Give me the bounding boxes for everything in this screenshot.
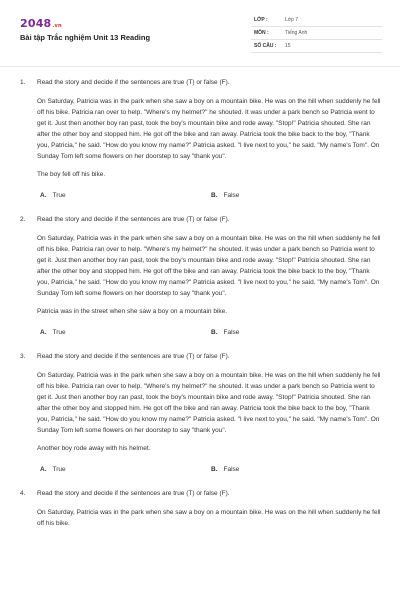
question-item	[0, 215, 400, 338]
question-instruction: Read the story and decide if the sentences are true (T) or false (F).	[37, 216, 230, 223]
header-divider	[0, 66, 400, 67]
question-instruction: Read the story and decide if the sentences are true (T) or false (F).	[37, 490, 230, 497]
answer-option-b[interactable]	[211, 465, 239, 475]
meta-row-class	[251, 14, 382, 27]
reading-passage: On Saturday, Patricia was in the park when she saw a boy on a mountain bike. He was on the hill when suddenly he fell off his bike.	[37, 509, 381, 527]
meta-value: 15	[285, 43, 291, 49]
option-text: True	[52, 466, 66, 473]
reading-passage: On Saturday, Patricia was in the park when she saw a boy on a mountain bike. He was on the hill when suddenly he fell off his bike. Patricia ran over to help. "Where's my helmet?" he shouted. It was under a park bench so Patricia went to get it. Just then another boy ran past, took the boy's mountain bike and rode away. "Stop!" Patricia shouted. She ran after the other boy and stopped him. He got off the bike and ran away. Patricia took the bike back to the boy, "Thank you, Patricia," he said. "How do you know my name?" Patricia asked. "I live next to you," he said. "My name's Tom". On Sunday Tom left some flowers on her doorstep to say "thank you".	[37, 372, 381, 434]
question-instruction: Read the story and decide if the sentences are true (T) or false (F).	[37, 79, 230, 86]
answer-option-a[interactable]	[40, 465, 66, 475]
option-text: False	[223, 466, 240, 473]
meta-value: Tiếng Anh	[285, 30, 308, 36]
reading-passage: On Saturday, Patricia was in the park when she saw a boy on a mountain bike. He was on the hill when suddenly he fell off his bike. Patricia ran over to help. "Where's my helmet?" he shouted. It was under a park bench so Patricia went to get it. Just then another boy ran past, took the boy's mountain bike and rode away. "Stop!" Patricia shouted. She ran after the other boy and stopped him. He got off the bike and ran away. Patricia took the bike back to the boy, "Thank you, Patricia," he said. "How do you know my name?" Patricia asked. "I live next to you," he said. "My name's Tom". On Sunday Tom left some flowers on her doorstep to say "thank you".	[37, 235, 381, 297]
option-letter: B.	[211, 329, 218, 336]
answer-options	[37, 191, 382, 201]
logo-text: 2048	[20, 17, 52, 30]
meta-label: SỐ CÂU :	[254, 43, 277, 49]
question-statement: The boy fell off his bike.	[37, 171, 106, 178]
page-header	[0, 0, 400, 66]
answer-option-b[interactable]	[211, 191, 239, 201]
option-letter: A.	[40, 329, 47, 336]
meta-label: LỚP :	[254, 17, 268, 23]
question-statement: Patricia was in the street when she saw a boy on a mountain bike.	[37, 308, 228, 315]
question-number: 4.	[20, 490, 26, 497]
meta-row-question-count	[251, 40, 382, 53]
option-letter: A.	[40, 466, 47, 473]
answer-option-a[interactable]	[40, 191, 66, 201]
option-text: False	[223, 192, 240, 199]
question-number: 2.	[20, 216, 26, 223]
meta-row-subject	[251, 27, 382, 40]
option-text: True	[52, 192, 66, 199]
question-number: 1.	[20, 79, 26, 86]
answer-option-a[interactable]	[40, 328, 66, 338]
option-letter: B.	[211, 466, 218, 473]
answer-options	[37, 465, 382, 475]
question-item	[0, 489, 400, 529]
meta-table	[251, 14, 382, 53]
question-statement: Another boy rode away with his helmet.	[37, 445, 151, 452]
question-item	[0, 352, 400, 475]
question-instruction: Read the story and decide if the sentences are true (T) or false (F).	[37, 353, 230, 360]
question-number: 3.	[20, 353, 26, 360]
option-text: False	[223, 329, 240, 336]
meta-label: MÔN :	[254, 30, 269, 36]
option-letter: A.	[40, 192, 47, 199]
answer-option-b[interactable]	[211, 328, 239, 338]
meta-value: Lớp 7	[285, 17, 299, 23]
site-logo[interactable]	[20, 17, 62, 30]
question-list	[0, 78, 400, 543]
document-title: Bài tập Trắc nghiệm Unit 13 Reading	[20, 33, 151, 42]
option-letter: B.	[211, 192, 218, 199]
reading-passage: On Saturday, Patricia was in the park when she saw a boy on a mountain bike. He was on the hill when suddenly he fell off his bike. Patricia ran over to help. "Where's my helmet?" he shouted. It was under a park bench so Patricia went to get it. Just then another boy ran past, took the boy's mountain bike and rode away. "Stop!" Patricia shouted. She ran after the other boy and stopped him. He got off the bike and ran away. Patricia took the bike back to the boy, "Thank you, Patricia," he said. "How do you know my name?" Patricia asked. "I live next to you," he said. "My name's Tom". On Sunday Tom left some flowers on her doorstep to say "thank you".	[37, 98, 381, 160]
logo-suffix: .vn	[52, 23, 62, 29]
option-text: True	[52, 329, 66, 336]
question-item	[0, 78, 400, 201]
answer-options	[37, 328, 382, 338]
